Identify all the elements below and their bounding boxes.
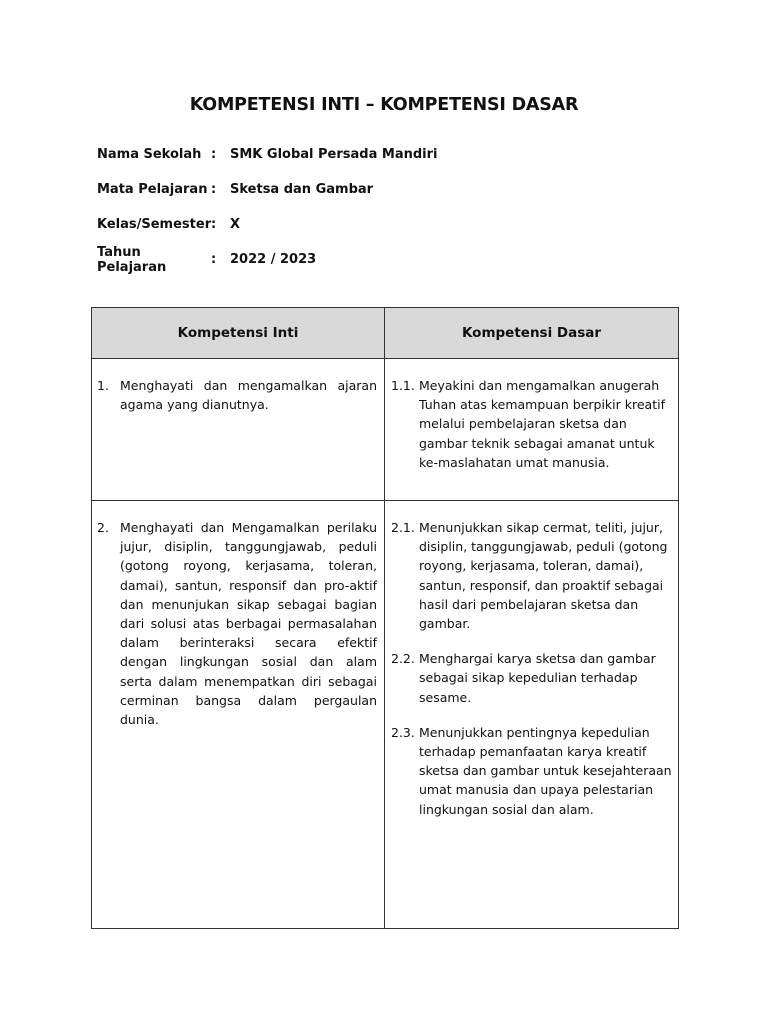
meta-colon: : <box>211 217 217 232</box>
kd-item <box>391 723 672 819</box>
ki-text: Menghayati dan Mengamalkan perilaku jujur, disiplin, tanggungjawab, peduli (gotong royong, kerjasama, toleran, damai), santun, responsif dan pro-aktif dan menunjukan sikap sebagai bagian dari solusi atas berbagai permasalahan dalam berinteraksi secara efektif dengan lingkungan sosial dan alam serta dalam menempatkan diri sebagai cerminan bangsa dalam pergaulan dunia. <box>120 520 377 728</box>
header-kompetensi-inti: Kompetensi Inti <box>92 308 385 359</box>
ki-item <box>92 501 384 729</box>
kd-number: 2.3. <box>391 724 415 740</box>
kd-number: 2.2. <box>391 651 415 667</box>
kd-cell <box>385 501 679 929</box>
kd-item <box>391 518 672 633</box>
kd-text: Menghargai karya sketsa dan gambar sebagai sikap kepedulian terhadap sesame. <box>419 651 656 705</box>
document-meta <box>97 137 437 277</box>
page-title: KOMPETENSI INTI – KOMPETENSI DASAR <box>189 95 579 115</box>
header-kompetensi-dasar: Kompetensi Dasar <box>385 308 679 359</box>
table-row <box>92 501 679 929</box>
meta-row-school <box>97 137 437 172</box>
kd-item <box>391 649 672 707</box>
meta-label: Mata Pelajaran <box>97 182 208 197</box>
kd-number: 2.1. <box>391 520 415 535</box>
meta-row-subject <box>97 172 437 207</box>
meta-colon: : <box>211 182 217 197</box>
kd-number: 1.1. <box>391 378 415 393</box>
ki-cell <box>92 501 385 929</box>
ki-cell <box>92 359 385 501</box>
meta-row-year <box>97 242 437 277</box>
meta-colon: : <box>211 147 217 162</box>
kd-text: Menunjukkan pentingnya kepedulian terhadap pemanfaatan karya kreatif sketsa dan gambar untuk kesejahteraan umat manusia dan upaya pelestarian lingkungan sosial dan alam. <box>419 724 672 817</box>
meta-value: Sketsa dan Gambar <box>230 182 374 197</box>
meta-value: SMK Global Persada Mandiri <box>230 147 438 162</box>
kd-cell <box>385 359 679 501</box>
ki-item <box>92 359 384 414</box>
meta-row-class <box>97 207 437 242</box>
kd-text: Menunjukkan sikap cermat, teliti, jujur, disiplin, tanggungjawab, peduli (gotong royong, kerjasama, toleran, damai), santun, responsif, dan proaktif sebagai hasil dari pembelajaran sketsa dan gambar. <box>419 520 668 632</box>
meta-colon: : <box>211 252 217 267</box>
ki-text: Menghayati dan mengamalkan ajaran agama yang dianutnya. <box>120 378 377 413</box>
meta-label: Nama Sekolah <box>97 147 202 162</box>
ki-number: 1. <box>97 378 109 393</box>
meta-label: Kelas/Semester <box>97 217 212 232</box>
meta-label: Tahun Pelajaran <box>97 244 167 275</box>
ki-number: 2. <box>97 520 109 535</box>
table-header-row <box>92 308 679 359</box>
meta-value: 2022 / 2023 <box>230 252 317 267</box>
competency-table <box>91 307 679 929</box>
table-row <box>92 359 679 501</box>
meta-value: X <box>230 217 241 232</box>
kd-text: Meyakini dan mengamalkan anugerah Tuhan atas kemampuan berpikir kreatif melalui pembelajaran sketsa dan gambar teknik sebagai amanat untuk ke-maslahatan umat manusia. <box>419 378 665 470</box>
kd-item <box>391 376 672 472</box>
